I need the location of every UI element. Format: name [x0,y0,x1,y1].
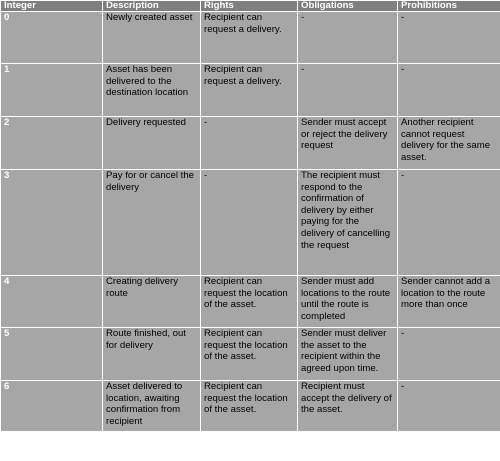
table-row [1,117,500,170]
header-description: Description [103,1,201,12]
header-rights: Rights [201,1,298,12]
cell-rights: Recipient can request a delivery. [201,12,298,64]
table-row [1,381,500,432]
cell-rights: - [201,170,298,276]
cell-obligations: - [298,12,398,64]
table-row [1,276,500,328]
header-prohibitions: Prohibitions [398,1,500,12]
table-row [1,12,500,64]
cell-description: Route finished, out for delivery [103,328,201,381]
cell-rights: Recipient can request the location of the asset. [201,276,298,328]
cell-integer: 2 [1,117,103,170]
cell-obligations: Sender must add locations to the route until the route is completed [298,276,398,328]
cell-description: Asset has been delivered to the destination location [103,64,201,117]
table-row [1,328,500,381]
cell-obligations: The recipient must respond to the confirmation of delivery by either paying for the delivery of cancelling the request [298,170,398,276]
cell-obligations: Sender must deliver the asset to the recipient within the agreed upon time. [298,328,398,381]
header-obligations: Obligations [298,1,398,12]
cell-prohibitions: - [398,328,500,381]
header-integer: Integer [1,1,103,12]
cell-rights: Recipient can request a delivery. [201,64,298,117]
cell-integer: 1 [1,64,103,117]
cell-description: Creating delivery route [103,276,201,328]
cell-rights: - [201,117,298,170]
cell-obligations: Recipient must accept the delivery of the asset. [298,381,398,432]
table-row [1,170,500,276]
cell-description: Pay for or cancel the delivery [103,170,201,276]
cell-prohibitions: Another recipient cannot request delivery for the same asset. [398,117,500,170]
cell-rights: Recipient can request the location of the asset. [201,328,298,381]
cell-integer: 5 [1,328,103,381]
table-row [1,64,500,117]
cell-description: Delivery requested [103,117,201,170]
cell-rights: Recipient can request the location of the asset. [201,381,298,432]
cell-prohibitions: - [398,64,500,117]
cell-integer: 6 [1,381,103,432]
cell-prohibitions: - [398,381,500,432]
cell-obligations: - [298,64,398,117]
cell-prohibitions: Sender cannot add a location to the route more than once [398,276,500,328]
cell-prohibitions: - [398,12,500,64]
header-row [1,1,500,12]
cell-prohibitions: - [398,170,500,276]
cell-integer: 3 [1,170,103,276]
cell-description: Asset delivered to location, awaiting confirmation from recipient [103,381,201,432]
cell-integer: 4 [1,276,103,328]
cell-obligations: Sender must accept or reject the delivery request [298,117,398,170]
cell-integer: 0 [1,12,103,64]
cell-description: Newly created asset [103,12,201,64]
